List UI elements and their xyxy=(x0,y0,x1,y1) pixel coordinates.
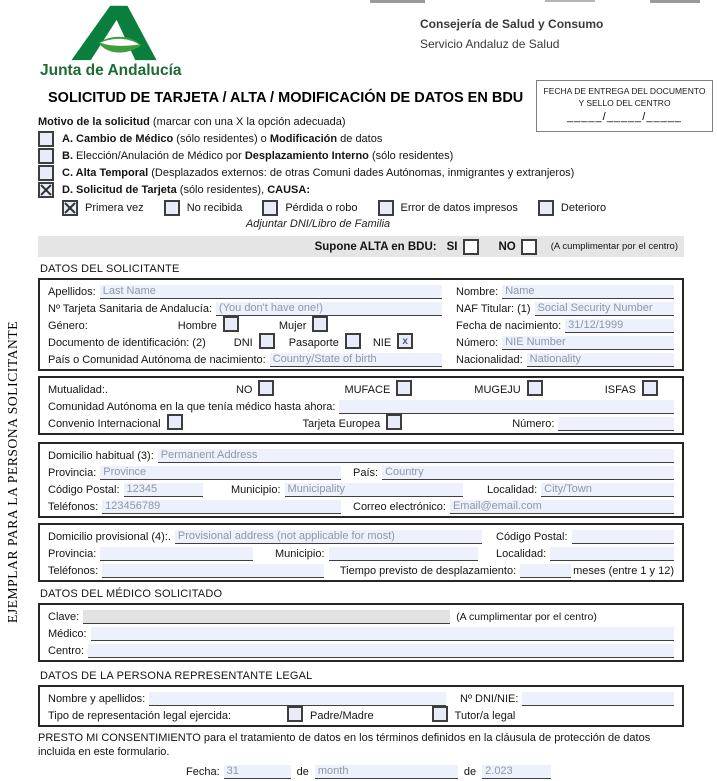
representante-nombre-field[interactable] xyxy=(149,692,446,706)
tarjeta-europea-checkbox[interactable] xyxy=(386,414,402,430)
org-line2: Servicio Andaluz de Salud xyxy=(420,37,560,51)
medico-field[interactable] xyxy=(91,627,674,641)
hombre-checkbox[interactable] xyxy=(223,316,239,332)
causa-primera-vez-label: Primera vez xyxy=(85,202,144,214)
causa-error-datos-checkbox[interactable] xyxy=(378,200,394,216)
motivo-option-d xyxy=(38,182,684,197)
causa-perdida-robo-label: Pérdida o robo xyxy=(285,202,358,214)
motivo-heading-bold: Motivo de la solicitud xyxy=(38,116,150,128)
form-title: SOLICITUD DE TARJETA / ALTA / MODIFICACIÓN DE DATOS EN BDU xyxy=(48,90,524,106)
medico-label: Médico: xyxy=(48,628,87,640)
section-solicitante-heading: DATOS DEL SOLICITANTE xyxy=(40,263,180,275)
causa-primera-vez-checkbox[interactable] xyxy=(62,200,78,216)
fecha-mes-field[interactable]: month xyxy=(315,765,458,779)
alta-si-checkbox[interactable] xyxy=(463,239,479,255)
documento-identificacion-label: Documento de identificación: (2) xyxy=(48,337,206,349)
brand-wordmark: Junta de Andalucía xyxy=(40,62,182,79)
mugeju-label: MUGEJU xyxy=(474,384,521,396)
mutualidad-no-checkbox[interactable] xyxy=(258,380,274,396)
mutualidad-no-label: NO xyxy=(235,384,253,396)
pasaporte-checkbox[interactable] xyxy=(345,333,361,349)
comunidad-medico-field[interactable] xyxy=(339,400,674,414)
junta-andalucia-logo-icon xyxy=(62,4,166,65)
correo-field[interactable]: Email@email.com xyxy=(450,500,674,514)
centro-label: Centro: xyxy=(48,645,85,657)
pais-nacimiento-field[interactable]: Country/State of birth xyxy=(270,353,442,367)
form-body xyxy=(38,90,684,779)
alta-si-label: SI xyxy=(446,240,458,253)
padre-madre-checkbox[interactable] xyxy=(287,706,303,722)
section-representante-box xyxy=(38,685,684,727)
clave-label: Clave: xyxy=(48,611,80,623)
alta-no-checkbox[interactable] xyxy=(521,239,537,255)
fecha-row xyxy=(186,763,684,779)
tutor-legal-label: Tutor/a legal xyxy=(454,710,516,722)
provisional-cp-field[interactable] xyxy=(572,530,674,544)
org-line1: Consejería de Salud y Consumo xyxy=(420,17,604,31)
representante-dni-field[interactable] xyxy=(522,692,674,706)
section-medico-heading: DATOS DEL MÉDICO SOLICITADO xyxy=(40,588,223,600)
naf-label: NAF Titular: (1) xyxy=(456,303,531,315)
causa-no-recibida-checkbox[interactable] xyxy=(164,200,180,216)
nacionalidad-field[interactable]: Nationality xyxy=(527,353,674,367)
muface-checkbox[interactable] xyxy=(396,380,412,396)
causa-row xyxy=(62,200,684,216)
convenio-internacional-label: Convenio Internacional xyxy=(48,418,161,430)
provincia-field[interactable]: Province xyxy=(100,466,341,480)
genero-label: Género: xyxy=(48,320,88,332)
section-mutualidad-box xyxy=(38,376,684,435)
causa-deterioro-checkbox[interactable] xyxy=(538,200,554,216)
localidad-field[interactable]: City/Town xyxy=(541,483,674,497)
localidad-label: Localidad: xyxy=(487,484,538,496)
tipo-representacion-label: Tipo de representación legal ejercida: xyxy=(48,710,232,722)
consent-text: PRESTO MI CONSENTIMIENTO para el tratamiento de datos en los términos definidos en la cláusula de protección de datos incluida en este formulario. xyxy=(38,732,651,758)
motivo-option-d-label: D. Solicitud de Tarjeta (sólo residentes), CAUSA: xyxy=(62,183,310,196)
nie-checkbox[interactable]: x xyxy=(397,333,413,349)
domicilio-habitual-field[interactable]: Permanent Address xyxy=(158,449,674,463)
telefonos-label: Teléfonos: xyxy=(48,501,99,513)
motivo-option-b-label: B. Elección/Anulación de Médico por Desplazamiento Interno (sólo residentes) xyxy=(62,149,454,162)
tiempo-desplazamiento-label: Tiempo previsto de desplazamiento: xyxy=(339,565,517,577)
codigo-postal-label: Código Postal: xyxy=(48,484,120,496)
motivo-option-a-checkbox[interactable] xyxy=(38,131,54,147)
padre-madre-label: Padre/Madre xyxy=(310,710,374,722)
domicilio-provisional-field[interactable]: Provisional address (not applicable for most) xyxy=(175,530,482,544)
mutualidad-numero-label: Número: xyxy=(512,418,555,430)
municipio-field[interactable]: Municipality xyxy=(285,483,463,497)
fecha-de2: de xyxy=(463,766,477,778)
motivo-heading-rest: (marcar con una X la opción adecuada) xyxy=(149,116,346,128)
causa-deterioro-label: Deterioro xyxy=(560,202,607,214)
apellidos-label: Apellidos: xyxy=(48,286,96,298)
tiempo-desplazamiento-field[interactable] xyxy=(520,564,571,578)
numero-documento-field[interactable]: NIE Number xyxy=(502,336,674,350)
alta-bar xyxy=(38,236,684,257)
numero-documento-label: Número: xyxy=(456,337,499,349)
org-header xyxy=(420,14,603,54)
provisional-municipio-label: Municipio: xyxy=(275,548,325,560)
motivo-option-b-checkbox[interactable] xyxy=(38,148,54,164)
motivo-option-c-checkbox[interactable] xyxy=(38,165,54,181)
section-domicilio-provisional-box xyxy=(38,523,684,582)
provisional-municipio-field[interactable] xyxy=(329,547,478,561)
mujer-checkbox[interactable] xyxy=(312,316,328,332)
pais-field[interactable]: Country xyxy=(382,466,674,480)
top-edge-artifact xyxy=(370,0,425,3)
pais-label: País: xyxy=(353,467,379,479)
tarjeta-sanitaria-field[interactable]: (You don't have one!) xyxy=(216,302,442,316)
convenio-internacional-checkbox[interactable] xyxy=(167,414,183,430)
causa-perdida-robo-checkbox[interactable] xyxy=(262,200,278,216)
provisional-telefonos-field[interactable] xyxy=(102,564,324,578)
attach-dni-note: Adjuntar DNI/Libro de Familia xyxy=(245,218,391,230)
provisional-provincia-label: Provincia: xyxy=(48,548,97,560)
muface-label: MUFACE xyxy=(344,384,391,396)
fecha-nacimiento-label: Fecha de nacimiento: xyxy=(456,320,562,332)
mutualidad-numero-field[interactable] xyxy=(558,417,674,431)
clave-field xyxy=(83,610,450,624)
fecha-de1: de xyxy=(296,766,309,778)
section-medico-box xyxy=(38,603,684,662)
municipio-label: Municipio: xyxy=(231,484,281,496)
top-edge-artifact xyxy=(545,0,595,2)
stamp-line2: Y SELLO DEL CENTRO xyxy=(578,98,671,108)
copy-for-applicant-vertical-label: EJEMPLAR PARA LA PERSONA SOLICITANTE xyxy=(5,320,20,624)
hombre-label: Hombre xyxy=(177,320,217,332)
clave-center-note: (A cumplimentar por el centro) xyxy=(456,611,597,623)
section-representante-heading: DATOS DE LA PERSONA REPRESENTANTE LEGAL xyxy=(40,670,313,682)
motivo-option-c xyxy=(38,165,684,180)
tarjeta-europea-label: Tarjeta Europea xyxy=(302,418,381,430)
telefonos-field[interactable]: 123456789 xyxy=(102,500,341,514)
alta-label: Supone ALTA en BDU: xyxy=(314,240,437,253)
nombre-field[interactable]: Name xyxy=(502,285,674,299)
apellidos-field[interactable]: Last Name xyxy=(100,285,442,299)
provisional-cp-label: Código Postal: xyxy=(496,531,568,543)
alta-center-note: (A cumplimentar por el centro) xyxy=(550,241,678,252)
provisional-provincia-field[interactable] xyxy=(100,547,253,561)
mugeju-checkbox[interactable] xyxy=(527,380,543,396)
nacionalidad-label: Nacionalidad: xyxy=(456,354,523,366)
motivo-heading xyxy=(38,116,684,129)
correo-label: Correo electrónico: xyxy=(353,501,446,513)
domicilio-habitual-label: Domicilio habitual (3): xyxy=(48,450,154,462)
centro-field[interactable] xyxy=(88,644,674,658)
tarjeta-sanitaria-label: Nº Tarjeta Sanitaria de Andalucía: xyxy=(48,303,213,315)
motivo-option-d-checkbox[interactable] xyxy=(38,182,54,198)
codigo-postal-field[interactable]: 12345 xyxy=(124,483,203,497)
stamp-date-blanks: _____/_____/_____ xyxy=(567,111,682,123)
domicilio-provisional-label: Domicilio provisional (4):. xyxy=(48,531,171,543)
causa-error-datos-label: Error de datos impresos xyxy=(400,202,518,214)
top-edge-artifact xyxy=(650,0,700,3)
comunidad-medico-label: Comunidad Autónoma en la que tenía médico hasta ahora: xyxy=(48,401,336,413)
fecha-dia-field[interactable]: 31 xyxy=(224,765,291,779)
motivo-option-a xyxy=(38,131,684,146)
representante-nombre-label: Nombre y apellidos: xyxy=(48,693,146,705)
motivo-option-b xyxy=(38,148,684,163)
provisional-localidad-label: Localidad: xyxy=(496,548,547,560)
mujer-label: Mujer xyxy=(278,320,307,332)
motivo-option-c-label: C. Alta Temporal (Desplazados externos: de otras Comuni dades Autónomas, inmigrantes y extranjeros) xyxy=(62,166,575,179)
dni-checkbox[interactable] xyxy=(259,333,275,349)
section-domicilio-habitual-box xyxy=(38,442,684,518)
naf-field[interactable]: Social Security Number xyxy=(535,302,674,316)
nie-label: NIE xyxy=(372,337,392,349)
tutor-legal-checkbox[interactable] xyxy=(432,706,448,722)
nombre-label: Nombre: xyxy=(456,286,499,298)
stamp-line1: FECHA DE ENTREGA DEL DOCUMENTO xyxy=(543,86,706,96)
provincia-label: Provincia: xyxy=(48,467,97,479)
isfas-label: ISFAS xyxy=(604,384,636,396)
representante-dni-label: Nº DNI/NIE: xyxy=(460,693,519,705)
fecha-nacimiento-field[interactable]: 31/12/1999 xyxy=(565,319,674,333)
isfas-checkbox[interactable] xyxy=(642,380,658,396)
alta-no-label: NO xyxy=(498,240,516,253)
provisional-localidad-field[interactable] xyxy=(550,547,674,561)
mutualidad-label: Mutualidad:. xyxy=(48,384,108,396)
dni-label: DNI xyxy=(233,337,253,349)
pais-nacimiento-label: País o Comunidad Autónoma de nacimiento: xyxy=(48,354,266,366)
fecha-label: Fecha: xyxy=(186,766,220,778)
tiempo-meses-suffix: meses (entre 1 y 12) xyxy=(573,565,674,577)
provisional-telefonos-label: Teléfonos: xyxy=(48,565,99,577)
pasaporte-label: Pasaporte xyxy=(288,337,339,349)
motivo-option-a-label: A. Cambio de Médico (sólo residentes) o Modificación de datos xyxy=(62,132,383,145)
causa-no-recibida-label: No recibida xyxy=(186,202,243,214)
fecha-ano-field[interactable]: 2.023 xyxy=(482,765,551,779)
section-solicitante-box xyxy=(38,278,684,371)
